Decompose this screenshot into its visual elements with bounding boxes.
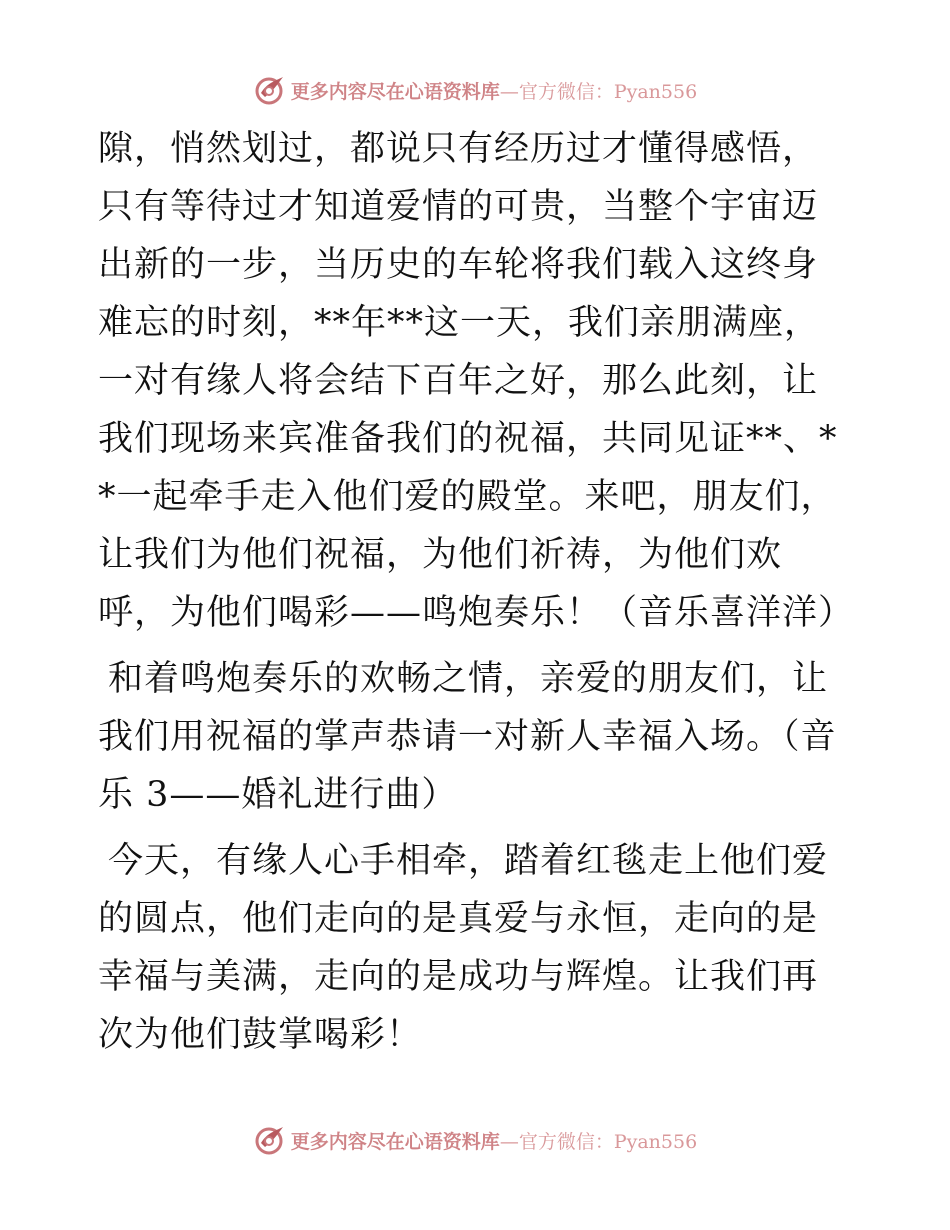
document-body xyxy=(98,120,855,1072)
paragraph-2: 和着鸣炮奏乐的欢畅之情，亲爱的朋友们，让我们用祝福的掌声恭请一对新人幸福入场。（音乐 3——婚礼进行曲） xyxy=(98,659,837,815)
footer-wechat-id: Pyan556 xyxy=(613,1130,698,1153)
header-watermark xyxy=(0,70,950,110)
paragraph-3: 今天，有缘人心手相牵，踏着红毯走上他们爱的圆点，他们走向的是真爱与永恒，走向的是幸福与美满，走向的是成功与辉煌。让我们再次为他们鼓掌喝彩！ xyxy=(98,841,829,1055)
paragraph-1: 隙，悄然划过，都说只有经历过才懂得感悟，只有等待过才知道爱情的可贵，当整个宇宙迈出新的一步，当历史的车轮将我们载入这终身难忘的时刻，**年**这一天，我们亲朋满座，一对有缘人将会结下百年之好，那么此刻，让我们现场来宾准备我们的祝福，共同见证**、**一起牵手走入他们爱的殿堂。来吧，朋友们，让我们为他们祝福，为他们祈祷，为他们欢呼，为他们喝彩——鸣炮奏乐！（音乐喜洋洋） xyxy=(98,129,855,633)
header-wechat-id: Pyan556 xyxy=(613,80,698,103)
footer-separator: — xyxy=(499,1130,519,1153)
header-brand: 更多内容尽在心语资料库 xyxy=(290,80,500,103)
quill-swirl-logo-icon xyxy=(253,73,287,107)
quill-swirl-logo-icon xyxy=(253,1123,287,1157)
footer-brand: 更多内容尽在心语资料库 xyxy=(290,1130,500,1153)
footer-watermark xyxy=(0,1120,950,1160)
header-separator: — xyxy=(499,80,519,103)
header-wechat-label: 官方微信： xyxy=(518,80,614,103)
footer-wechat-label: 官方微信： xyxy=(518,1130,614,1153)
